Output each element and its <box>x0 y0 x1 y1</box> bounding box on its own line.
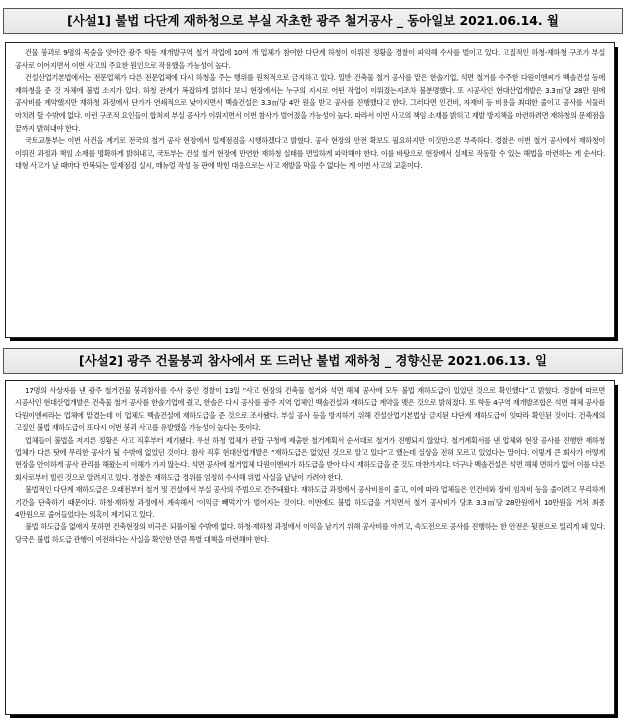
editorial-2-header: [사설2] 광주 건물붕괴 참사에서 또 드러난 불법 재하청 _ 경향신문 2021.06.13. 일 <box>3 348 623 374</box>
editorial-2-paragraph-2: 업체들이 불법을 저지른 정황은 사고 직후부터 제기됐다. 우선 하청 업체가 관할 구청에 제출한 철거계획서 순서대로 철거가 진행되지 않았다. 철거계획서를 낸 업체와 현장 공사를 진행한 재하청 업체가 다른 탓에 무리한 공사가 될 수밖에 없었던 것이다. 참사 직후 현대산업개발은 “재하도급은 없었던 것으로 알고 있다”고 했는데 실상을 전혀 모르고 있었다는 말이다. 이렇게 큰 회사가 어떻게 현장을 안이하게 공사 관리를 해왔는지 이해가 가지 않는다. 석면 공사에 철거업체 다원이앤씨가 하도급을 받아 다시 재하도급을 준 것도 마찬가지다. 더구나 백솔건설은 석면 해체 면허가 없어 이를 다른 회사로부터 빌린 것으로 알려지고 있다. 경찰은 재하도급 경위를 엄정히 수사해 위법 사실을 낱낱이 가려야 한다. <box>15 435 605 482</box>
editorial-2-paragraph-4: 불법 하도급을 없애지 못하면 건축현장의 비극은 되풀이될 수밖에 없다. 하청·재하청 과정에서 이익을 남기기 위해 공사비를 아끼고, 속도전으로 공사를 진행하는 한 안전은 뒷전으로 밀리게 돼 있다. 당국은 불법 하도급 관행이 여전하다는 사실을 확인한 만큼 특별 대책을 마련해야 한다. <box>15 522 605 544</box>
editorial-1-paragraph-1: 건물 붕괴로 9명의 목숨을 앗아간 광주 학동 재개발구역 철거 작업에 10여 개 업체가 참여한 다단계 하청이 이뤄진 정황을 경찰이 파악해 수사를 벌이고 있다. 고질적인 하청-재하청 구조가 부실 공사로 이어지면서 이번 사고의 주요한 원인으로 작용했을 가능성이 높다. <box>15 48 605 70</box>
editorial-1-header: [사설1] 불법 다단계 재하청으로 부실 자초한 광주 철거공사 _ 동아일보 2021.06.14. 월 <box>3 8 623 34</box>
editorial-2-body <box>5 380 615 715</box>
editorial-2-paragraph-3: 불법적인 다단계 재하도급은 오래전부터 철거 및 건설에서 부실 공사의 주범으로 간주돼왔다. 재하도급 과정에서 공사비용이 줄고, 이에 따라 업체들은 인건비와 장비 임차비 등을 줄이려고 무리하게 기간을 단축하기 때문이다. 하청·재하청 과정에서 계속해서 ‘이익금 빼먹기’가 벌어지는 것이다. 이번에도 불법 하도급을 거치면서 철거 공사비가 당초 3.3㎡당 28만원에서 10만원을 거쳐 최종 4만원으로 줄어들었다는 의혹이 제기되고 있다. <box>15 485 605 520</box>
editorial-1-body <box>5 42 615 338</box>
editorial-1-paragraph-3: 국토교통부는 이번 사건을 계기로 전국의 철거 공사 현장에서 일제점검을 시행하겠다고 밝혔다. 공사 현장의 안전 확보도 필요하지만 이것만으론 부족하다. 경찰은 이번 철거 공사에서 재하청이 이뤄진 과정과 책임 소재를 명확하게 밝혀내고, 국토부는 건설 철거 현장에 만연한 재하청 실태를 면밀하게 파악해야 한다. 이를 바탕으로 현장에서 실제로 작동할 수 있는 해법을 마련하는 게 순서다. 대형 사고가 날 때마다 반복되는 일제점검 실시, 매뉴얼 작성 등 판에 박힌 대응으로는 사고 재발을 막을 수 없다는 게 이번 사고의 교훈이다. <box>15 136 605 171</box>
editorial-2-paragraph-1: 17명의 사상자를 낸 광주 철거건물 붕괴참사를 수사 중인 경찰이 13일 “사고 현장의 건축물 철거와 석면 해체 공사에 모두 불법 재하도급이 있었던 것으로 확인했다”고 밝혔다. 경찰에 따르면 시공사인 현대산업개발은 건축물 철거 공사를 한솔기업에 줬고, 한솔은 다시 공사를 광주 지역 업체인 백솔건설과 재하도급 계약을 맺은 것으로 밝혀졌다. 또 학동 4구역 재개발조합은 석면 해체 공사를 다원이앤씨라는 업체에 맡겼는데 이 업체도 백솔건설에 재하도급을 준 것으로 조사됐다. 부실 공사 등을 방지하기 위해 건설산업기본법상 금지된 다단계 재하도급이 잇따라 확인된 것이다. 건축계의 고질인 불법 재하도급이 또다시 이번 붕괴 사고를 유발했을 가능성이 높다는 뜻이다. <box>15 386 605 433</box>
editorial-1-paragraph-2: 건설산업기본법에서는 전문업체가 다른 전문업체에 다시 하청을 주는 행위를 원칙적으로 금지하고 있다. 일반 건축물 철거 공사를 맡은 한솔기업, 석면 철거를 수주한 다원이앤씨가 백솔건설 등에 재하청을 준 것 자체에 불법 소지가 있다. 하청 관계가 복잡하게 얽히다 보니 현장에서는 누구의 지시로 어떤 작업이 이뤄졌는지조차 불분명했다. 또 시공사인 현대산업개발은 3.3㎡당 28만 원에 공사비를 계약했지만 재하청 과정에서 단가가 연쇄적으로 낮아지면서 백솔건설은 3.3㎡당 4만 원을 받고 공사를 진행했다고 한다. 그러다면 인건비, 자재비 등 비용을 최대한 줄이고 공사를 서둘러 마치려 할 수밖에 없다. 이런 구조적 요인들이 합쳐져 부실 공사가 이뤄지면서 이번 참사가 벌어졌을 가능성이 높다. 따라서 이번 사고의 책임 소재를 밝히고 재발 방지책을 마련하려면 재하청의 문제점을 끝까지 밝혀내야 한다. <box>15 73 605 133</box>
